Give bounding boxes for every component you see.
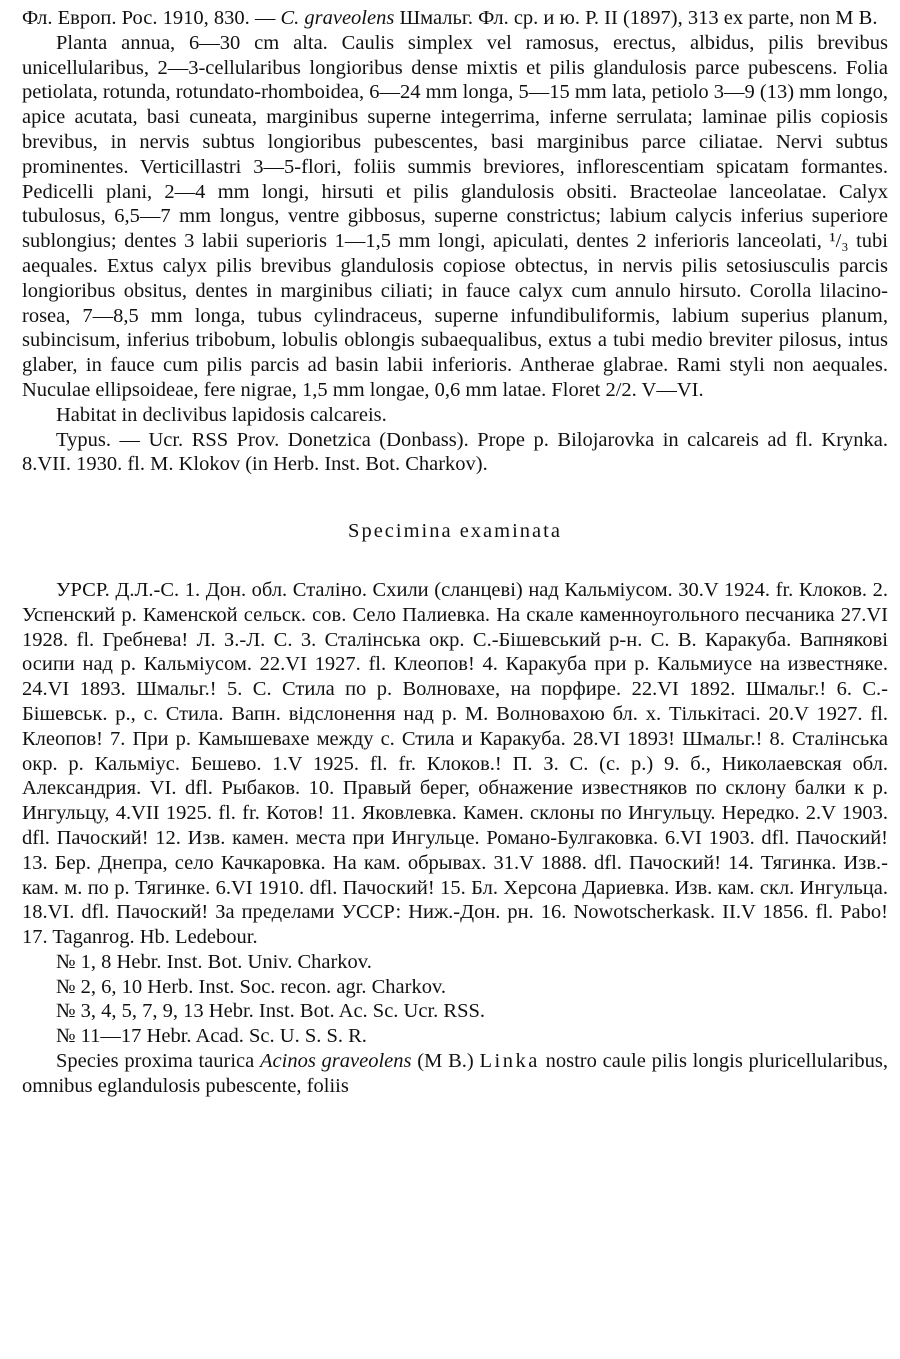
latin-description: Planta annua, 6—30 cm alta. Caulis simplex vel ramosus, erectus, albidus, pilis brevibus unicellularibus, 2—3-cellularibus longioribus dense mixtis et pilis glandulosis parce pubescens. Folia petiolata, rotunda, rotundato-rhomboidea, 6—24 mm longa, 5—15 mm lata, petiolo 3—9 (13) mm longo, apice acutata, basi cuneata, marginibus superne integerrima, inferne serrulata; laminae pilis copiosis brevibus, in nervis subtus longioribus pubescentes, basi marginibus parce ciliatae. Nervi subtus prominentes. Verticillastri 3—5-flori, foliis summis breviores, inflorescentiam spicatam formantes. Pedicelli plani, 2—4 mm longi, hirsuti et pilis glandulosis obsiti. Bracteolae lanceolatae. Calyx tubulosus, 6,5—7 mm longus, ventre gibbosus, superne constrictus; labium calycis inferius superiore sublongius; dentes 3 labii superioris 1—1,5 mm longi, apiculati, dentes 2 inferioris lanceolati, ¹/₃ tubi aequales. Extus calyx pilis brevibus glandulosis copiose obtectus, in nervis pilis setosiusculis parcis longioribus obsitus, dentes in marginibus ciliati; in fauce calyx cum annulo hirsuto. Corolla lilacino-rosea, 7—8,5 mm longa, tubus cylindraceus, superne infundibuliformis, labium superius planum, subincisum, inferius tribobum, lobulis oblongis subaequalibus, extus a tubi medio breviter pilosus, intus glaber, in fauce cum pilis parcis ad basin labii inferioris. Antherae glabrae. Rami styli non aequales. Nuculae ellipsoideae, fere nigrae, 1,5 mm longae, 0,6 mm latae. Floret 2/2. V—VI. — [22, 31, 888, 401]
document-page — [22, 6, 888, 1099]
section-heading: Specimina examinata — [348, 520, 562, 543]
herbarium-line: № 3, 4, 5, 7, 9, 13 Hebr. Inst. Bot. Ac. Sc. Ucr. RSS. — [56, 1000, 485, 1023]
citation-taxon: C. graveolens — [280, 7, 395, 29]
herbarium-line: № 1, 8 Hebr. Inst. Bot. Univ. Charkov. — [56, 950, 372, 973]
herbarium-line: № 2, 6, 10 Herb. Inst. Soc. recon. agr. Charkov. — [56, 975, 447, 998]
habitat-line: Habitat in declivibus lapidosis calcareis. — [56, 403, 387, 426]
citation-lead: Фл. Европ. Рос. 1910, 830. — — [22, 7, 276, 29]
citation-rest: Шмальг. Фл. ср. и ю. Р. II (1897), 313 ex parte, non M B. — [399, 7, 878, 29]
herbarium-line: № 11—17 Hebr. Acad. Sc. U. S. S. R. — [56, 1025, 367, 1048]
closing-before: Species proxima taurica — [56, 1050, 255, 1073]
closing-middle: (M B.) — [417, 1050, 474, 1073]
typus-line: Typus. — Ucr. RSS Prov. Donetzica (Donbass). Prope p. Bilojarovka in calcareis ad fl. Krynka. 8.VII. 1930. fl. M. Klokov (in Herb. Inst. Bot. Charkov). — [22, 428, 888, 476]
synonym-citation — [22, 6, 888, 31]
closing-author: Linka — [479, 1050, 540, 1073]
closing-after: nostro caule pilis longis pluricellularibus, omnibus eglandulosis pubescente, foliis — [22, 1050, 889, 1097]
closing-taxon: Acinos graveolens — [260, 1050, 412, 1073]
closing-paragraph — [22, 1049, 888, 1099]
specimens-list: УРСР. Д.Л.-С. 1. Дон. обл. Сталіно. Схили (сланцеві) над Кальміусом. 30.V 1924. fr. Клоков. 2. Успенский р. Каменской сельск. сов. Село Палиевка. На скале каменноугольного песчаника 27.VI 1928. fl. Гребнева! Л. З.-Л. С. 3. Сталінська окр. С.-Бішевський р-н. С. В. Каракуба. Вапнякові осипи над р. Кальміусом. 22.VI 1927. fl. Клеопов! 4. Каракуба при р. Кальмиусе на известняке. 24.VI 1893. Шмальг.! 5. С. Стила по р. Волновахе, на порфире. 22.VI 1892. Шмальг.! 6. С.-Бішевськ. р., с. Стила. Вапн. відслонення над р. М. Волновахою бл. х. Тількітасі. 20.V 1927. fl. Клеопов! 7. При р. Камышевахе между с. Стила и Каракуба. 28.VI 1893! Шмальг.! 8. Сталінська окр. р. Кальміус. Бешево. 1.V 1925. fl. fr. Клоков.! П. З. С. (с. р.) 9. б., Николаевская обл. Александрия. VI. dfl. Рыбаков. 10. Правый берег, обнажение известняков по склону балки к р. Ингульцу, 4.VII 1925. fl. fr. Котов! 11. Яковлевка. Камен. склоны по Ингульцу. Нередко. 2.V 1903. dfl. Пачоский! 12. Изв. камен. места при Ингульце. Романо-Булгаковка. 6.VI 1903. dfl. Пачоский! 13. Бер. Днепра, село Качкаровка. На кам. обрывах. 31.V 1888. dfl. Пачоский! 14. Тягинка. Изв.-кам. м. по р. Тягинке. 6.VI 1910. dfl. Пачоский! 15. Бл. Херсона Дариевка. Изв. кам. скл. Ингульца. 18.VI. dfl. Пачоский! За пределами УССР: Ниж.-Дон. рн. 16. Nowotscherkask. II.V 1856. fl. Pabo! 17. Taganrog. Hb. Ledebour. — [22, 578, 888, 949]
